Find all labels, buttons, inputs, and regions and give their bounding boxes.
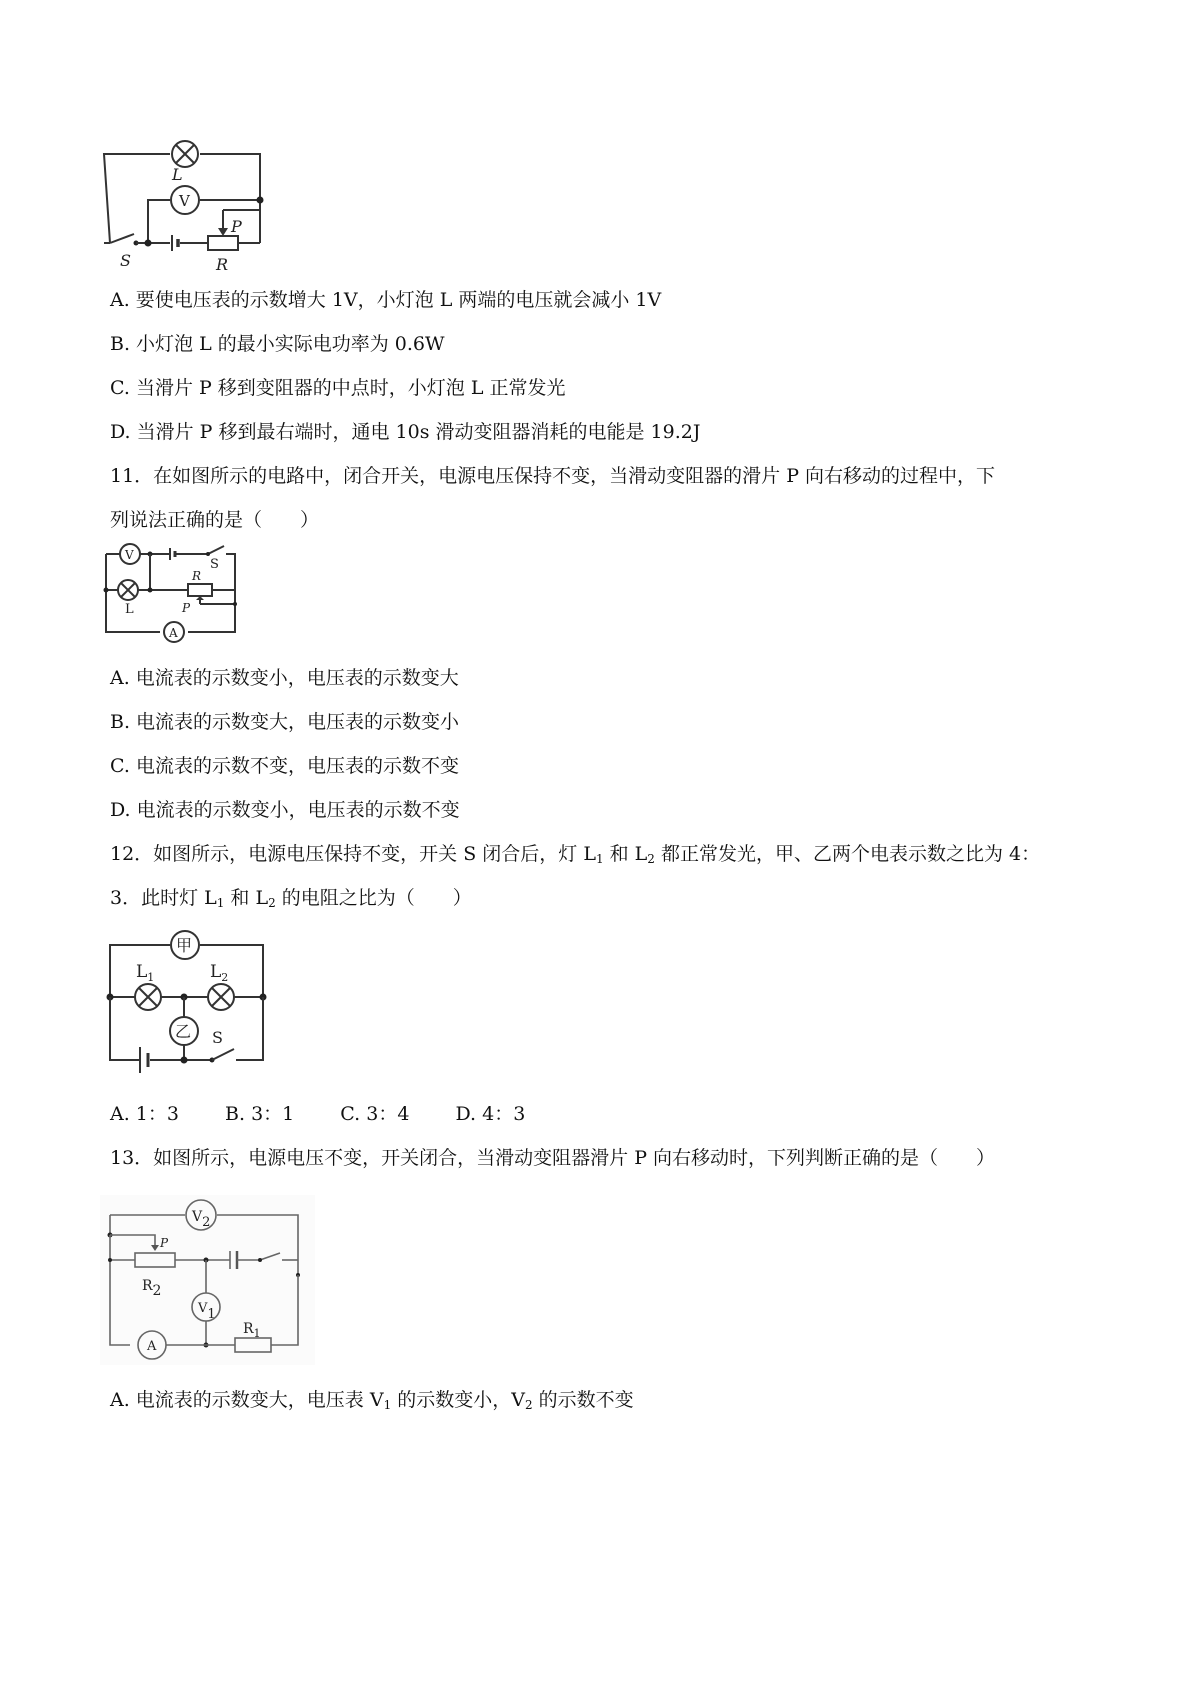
q11-stem-line2: 列说法正确的是（ ） xyxy=(110,509,320,531)
q11-option-b: B. 电流表的示数变大，电压表的示数变小 xyxy=(110,711,460,733)
q13-option-a: A. 电流表的示数变大，电压表 $V_1$ 的示数变小，$V_2$ 的示数不变 xyxy=(110,1389,634,1412)
lamp-l1-icon xyxy=(135,984,161,1010)
battery-icon xyxy=(140,1047,148,1073)
q10-option-c: C. 当滑片 P 移到变阻器的中点时，小灯泡 L 正常发光 xyxy=(110,377,566,399)
q10-option-a: A. 要使电压表的示数增大 1V，小灯泡 L 两端的电压就会减小 1V xyxy=(110,289,662,311)
switch-label: S xyxy=(212,1028,223,1047)
q11-option-d: D. 电流表的示数变小，电压表的示数不变 xyxy=(110,799,460,821)
q11-stem-line1: 11．在如图所示的电路中，闭合开关，电源电压保持不变，当滑动变阻器的滑片 P 向右移动的过程中，下 xyxy=(110,465,996,487)
voltmeter-label: V xyxy=(179,192,190,210)
lamp-l2-icon xyxy=(208,984,234,1010)
q12-options xyxy=(110,1100,565,1128)
q11-option-c: C. 电流表的示数不变，电压表的示数不变 xyxy=(110,755,459,777)
circuit-figure-q13 xyxy=(100,1195,315,1365)
resistor-label: $R_1$ xyxy=(243,1321,261,1340)
slider-label: P xyxy=(182,601,191,615)
circuit-figure-q10 xyxy=(100,140,300,290)
switch-icon xyxy=(208,546,224,554)
lamp-l2-label: $L_2$ xyxy=(210,962,229,984)
meter-yi-label: 乙 xyxy=(175,1022,192,1041)
q10-option-b: B. 小灯泡 L 的最小实际电功率为 0.6W xyxy=(110,333,445,355)
meter-jia-label: 甲 xyxy=(176,936,193,955)
battery-icon xyxy=(172,235,178,251)
q11-option-a: A. 电流表的示数变小，电压表的示数变大 xyxy=(110,667,459,689)
rheostat-icon xyxy=(188,584,235,604)
switch-label: S xyxy=(210,557,219,572)
lamp-l1-label: $L_1$ xyxy=(136,962,155,984)
q12-option-a: A. 1：3 xyxy=(110,1103,179,1125)
switch-label: S xyxy=(120,251,131,270)
lamp-label: L xyxy=(172,165,183,184)
rheostat-label: R xyxy=(216,255,229,274)
ammeter-label: A xyxy=(147,1339,157,1354)
circuit-figure-q11 xyxy=(100,540,250,645)
q12-stem-line1: 12．如图所示，电源电压保持不变，开关 S 闭合后，灯 $L_1$ 和 $L_2$ 都正常发光，甲、乙两个电表示数之比为 4： xyxy=(110,843,1041,866)
rheostat-label: R xyxy=(192,569,202,583)
q12-stem-line2: 3．此时灯 $L_1$ 和 $L_2$ 的电阻之比为（ ） xyxy=(110,887,472,910)
q12-option-c: C. 3：4 xyxy=(340,1103,410,1125)
voltmeter-v2-label: V2 xyxy=(192,1209,211,1230)
lamp-icon xyxy=(172,141,198,167)
lamp-icon xyxy=(118,580,138,600)
voltmeter-label: V xyxy=(125,548,134,562)
switch-icon xyxy=(212,1049,234,1060)
rheostat-label: R2 xyxy=(142,1278,162,1299)
q13-stem: 13．如图所示，电源电压不变，开关闭合，当滑动变阻器滑片 P 向右移动时，下列判断正确的是（ ） xyxy=(110,1147,996,1169)
q12-option-b: B. 3：1 xyxy=(225,1103,295,1125)
voltmeter-v1-label: V1 xyxy=(198,1301,216,1322)
slider-label: P xyxy=(160,1236,169,1250)
q10-option-d: D. 当滑片 P 移到最右端时，通电 10s 滑动变阻器消耗的电能是 19.2J xyxy=(110,421,701,443)
slider-label: P xyxy=(231,217,242,236)
circuit-figure-q12 xyxy=(100,925,275,1075)
battery-icon xyxy=(170,548,175,560)
lamp-label: L xyxy=(125,602,134,617)
switch-icon xyxy=(110,234,134,243)
ammeter-label: A xyxy=(169,626,178,640)
q12-option-d: D. 4：3 xyxy=(455,1103,526,1125)
